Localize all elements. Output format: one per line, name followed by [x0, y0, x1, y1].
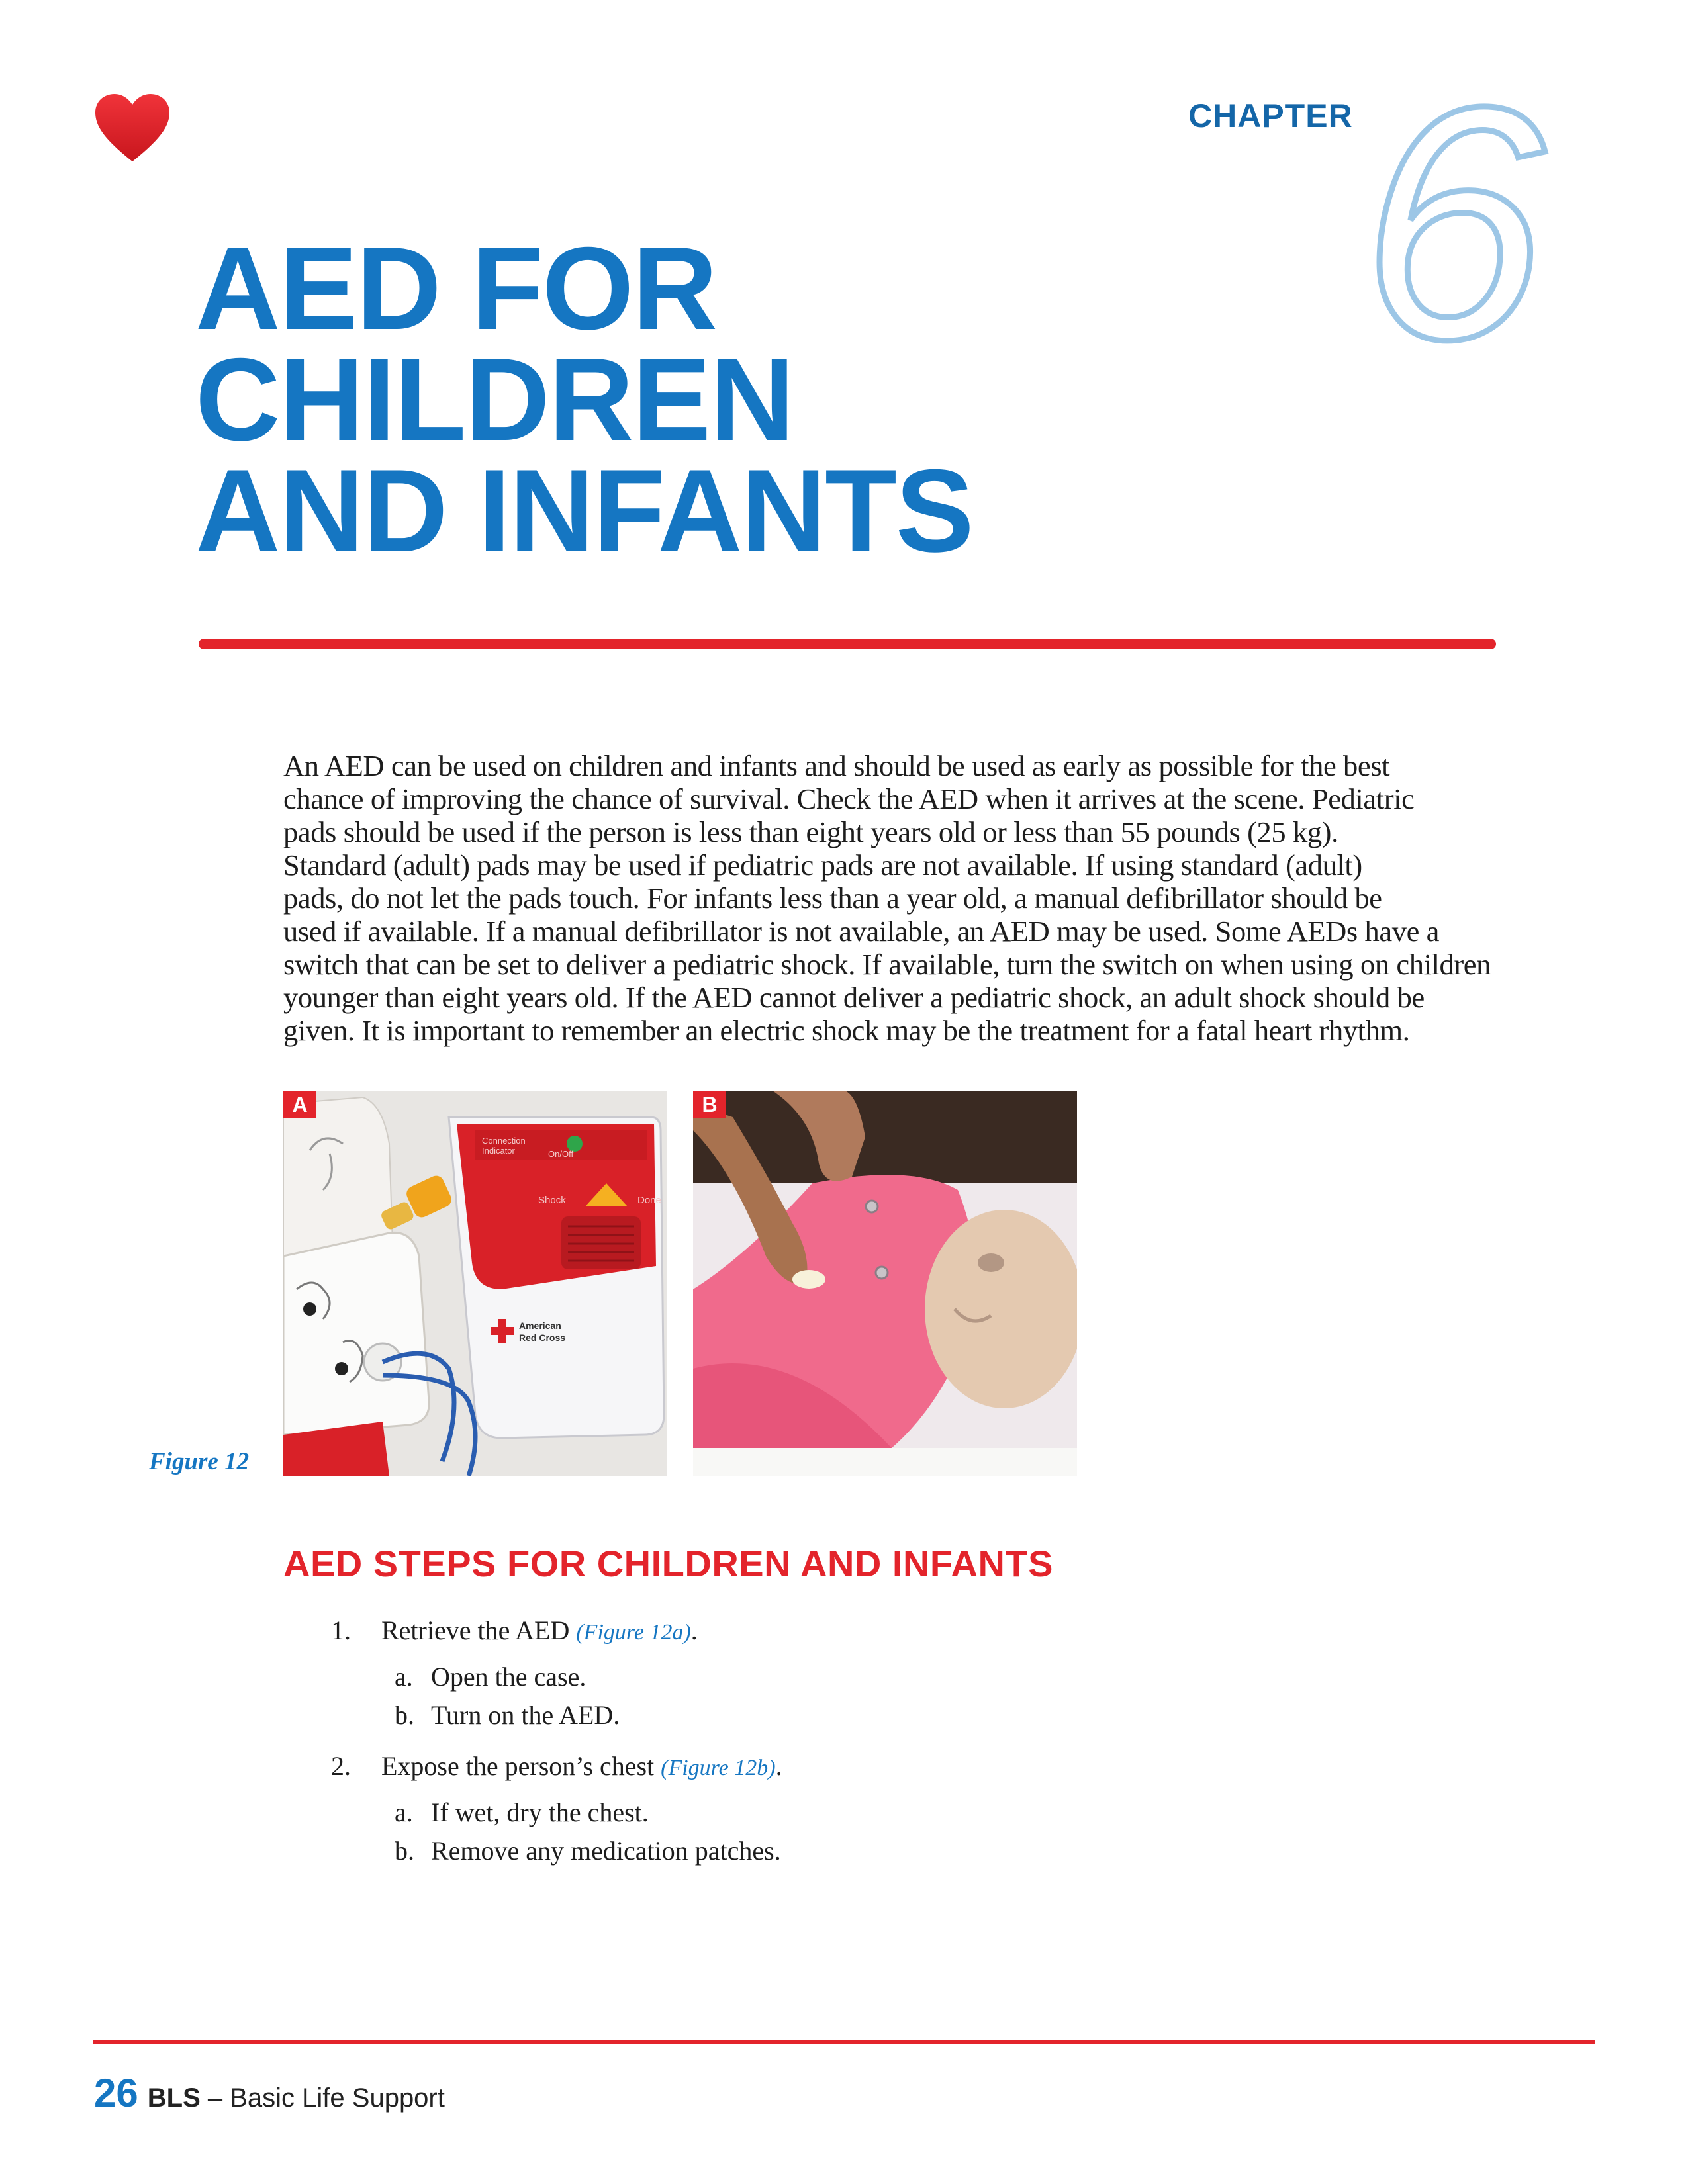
- intro-line: younger than eight years old. If the AED cannot deliver a pediatric shock, an adult shock should be: [283, 981, 1425, 1014]
- aed-label: Done: [637, 1195, 661, 1206]
- sub-step-item: [395, 1797, 649, 1828]
- intro-line: An AED can be used on children and infants and should be used as early as possible for the best: [283, 749, 1390, 782]
- figure-panel-tag: A: [283, 1091, 316, 1118]
- footer-subtitle: Basic Life Support: [230, 2083, 445, 2113]
- figure-caption: Figure 12: [149, 1448, 250, 1475]
- sub-step-item: [395, 1835, 781, 1866]
- title-divider: [199, 639, 1496, 649]
- sub-step-text: Turn on the AED.: [431, 1700, 620, 1730]
- title-line: AED FOR: [195, 222, 716, 354]
- figure-reference-link[interactable]: (Figure 12a): [576, 1620, 691, 1645]
- aed-label: On/Off: [548, 1149, 574, 1159]
- step-number: 2.: [331, 1751, 351, 1781]
- page-number: 26: [94, 2071, 138, 2115]
- figure-reference-link[interactable]: (Figure 12b): [661, 1756, 776, 1780]
- step-text: Expose the person’s chest: [381, 1751, 655, 1781]
- chapter-number: [1327, 73, 1579, 364]
- aed-label: Indicator: [482, 1146, 515, 1156]
- sub-step-text: If wet, dry the chest.: [431, 1797, 649, 1827]
- intro-line: chance of improving the chance of survival. Check the AED when it arrives at the scene. Pediatric: [283, 782, 1415, 815]
- intro-paragraph: [283, 749, 1491, 1047]
- step-item: [331, 1615, 698, 1646]
- heart-logo-icon: [93, 93, 172, 165]
- intro-line: given. It is important to remember an electric shock may be the treatment for a fatal heart rhythm.: [283, 1014, 1410, 1047]
- step-text: Retrieve the AED: [381, 1615, 570, 1645]
- figure-12b-photo: [693, 1091, 1077, 1476]
- footer-book-title: BLS: [147, 2083, 201, 2113]
- step-end: .: [775, 1751, 782, 1781]
- footer-divider: [93, 2040, 1595, 2044]
- footer-separator: –: [200, 2083, 230, 2113]
- step-number: 1.: [331, 1615, 351, 1645]
- title-line: AND INFANTS: [195, 445, 973, 576]
- page-footer: [94, 2070, 445, 2116]
- sub-step-item: [395, 1700, 620, 1731]
- intro-line: pads should be used if the person is less than eight years old or less than 55 pounds (25 kg).: [283, 815, 1338, 848]
- figure-12a-photo: [283, 1091, 667, 1476]
- intro-line: used if available. If a manual defibrillator is not available, an AED may be used. Some AEDs have a: [283, 915, 1440, 948]
- infant-manikin-illustration: [693, 1091, 1077, 1476]
- aed-brand: Red Cross: [519, 1332, 566, 1343]
- step-item: [331, 1751, 782, 1782]
- title-line: CHILDREN: [195, 334, 794, 465]
- aed-brand: American: [519, 1320, 561, 1331]
- sub-step-letter: a.: [395, 1797, 413, 1827]
- sub-step-text: Open the case.: [431, 1662, 586, 1692]
- sub-step-letter: b.: [395, 1836, 414, 1866]
- figure-panel-tag: B: [693, 1091, 726, 1118]
- intro-line: Standard (adult) pads may be used if pediatric pads are not available. If using standard (adult): [283, 848, 1362, 882]
- intro-line: switch that can be set to deliver a pediatric shock. If available, turn the switch on when using on children: [283, 948, 1491, 981]
- aed-label: Shock: [538, 1195, 566, 1206]
- sub-step-letter: a.: [395, 1662, 413, 1692]
- sub-step-letter: b.: [395, 1700, 414, 1730]
- step-end: .: [690, 1615, 698, 1645]
- intro-line: pads, do not let the pads touch. For infants less than a year old, a manual defibrillator should be: [283, 882, 1382, 915]
- sub-step-item: [395, 1661, 586, 1692]
- sub-step-text: Remove any medication patches.: [431, 1836, 781, 1866]
- chapter-number-text: 6: [1360, 73, 1546, 364]
- aed-illustration: [283, 1091, 667, 1476]
- chapter-label: CHAPTER: [1188, 97, 1353, 134]
- steps-heading: AED STEPS FOR CHILDREN AND INFANTS: [283, 1543, 1053, 1584]
- aed-label: Connection: [482, 1136, 526, 1146]
- page-title: [195, 222, 973, 576]
